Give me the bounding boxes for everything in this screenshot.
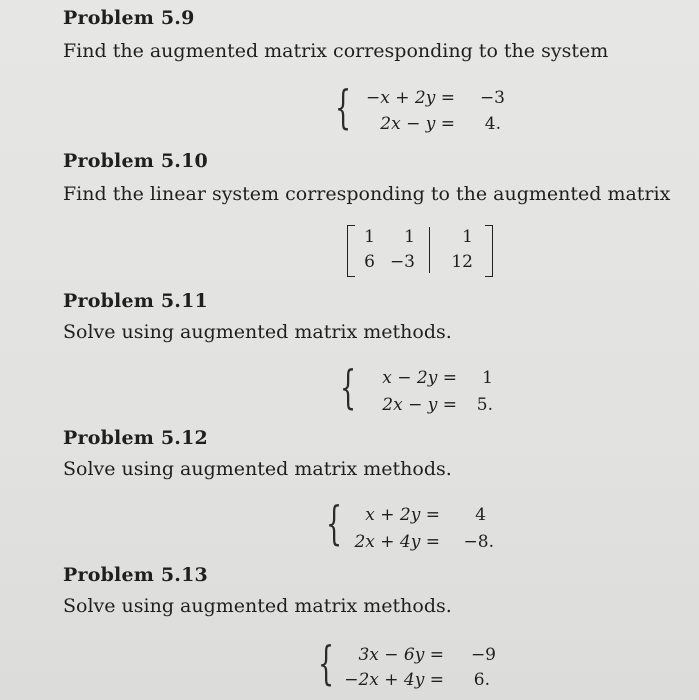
equation-rhs: 6. — [473, 670, 490, 690]
problem-5-11-heading: Problem 5.11 — [63, 290, 208, 312]
augmented-matrix — [347, 225, 497, 277]
equation-lhs: x − 2y = — [382, 368, 457, 388]
equation-rhs: 4 — [475, 505, 486, 525]
equation-lhs: −x + 2y = — [366, 88, 455, 108]
left-brace: { — [335, 80, 352, 134]
problem-5-9-prompt: Find the augmented matrix corresponding to the system — [63, 40, 609, 62]
equation-lhs: 2x − y = — [380, 114, 455, 134]
problem-5-11-prompt: Solve using augmented matrix methods. — [63, 321, 452, 343]
left-brace: { — [318, 636, 335, 690]
matrix-cell: 12 — [451, 252, 473, 272]
matrix-cell: −3 — [389, 252, 415, 272]
left-brace: { — [326, 496, 343, 550]
equation-rhs: 5. — [476, 395, 493, 415]
matrix-cell: 6 — [364, 252, 375, 272]
problem-5-10-prompt: Find the linear system corresponding to the augmented matrix — [63, 183, 671, 205]
equation-lhs: x + 2y = — [365, 505, 440, 525]
equation-rhs: 4. — [484, 114, 501, 134]
matrix-cell: 1 — [364, 227, 375, 247]
equation-lhs: 2x + 4y = — [354, 532, 440, 552]
problem-5-13-prompt: Solve using augmented matrix methods. — [63, 595, 452, 617]
problem-5-13-heading: Problem 5.13 — [63, 564, 208, 586]
left-brace: { — [340, 360, 357, 414]
matrix-cell: 1 — [404, 227, 415, 247]
problem-5-12-heading: Problem 5.12 — [63, 427, 208, 449]
matrix-right-bracket — [485, 225, 493, 277]
problem-5-12-prompt: Solve using augmented matrix methods. — [63, 458, 452, 480]
equation-rhs: −9 — [470, 645, 496, 665]
equation-lhs: 3x − 6y = — [358, 645, 444, 665]
matrix-cell: 1 — [462, 227, 473, 247]
problem-5-10-heading: Problem 5.10 — [63, 150, 208, 172]
equation-lhs: −2x + 4y = — [344, 670, 444, 690]
equation-lhs: 2x − y = — [382, 395, 457, 415]
equation-rhs: −3 — [479, 88, 505, 108]
equation-rhs: 1 — [482, 368, 493, 388]
augment-divider — [429, 227, 430, 273]
equation-rhs: −8. — [463, 532, 494, 552]
problem-5-9-heading: Problem 5.9 — [63, 7, 195, 29]
